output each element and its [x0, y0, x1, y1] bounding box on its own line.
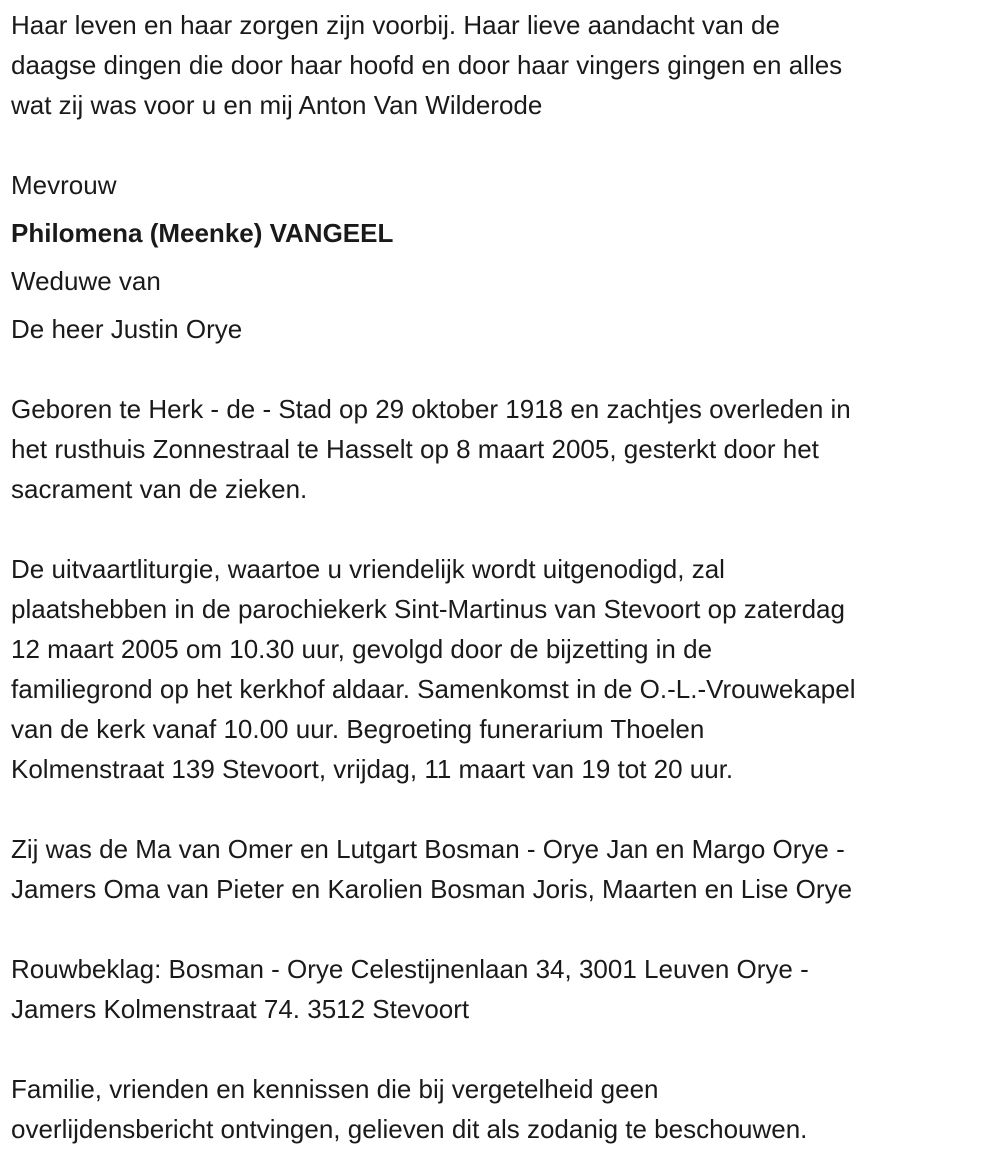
text-line: overlijdensbericht ontvingen, gelieven dit als zodanig te beschouwen.: [11, 1114, 808, 1144]
text-line: Kolmenstraat 139 Stevoort, vrijdag, 11 maart van 19 tot 20 uur.: [11, 754, 734, 784]
text-line: van de kerk vanaf 10.00 uur. Begroeting funerarium Thoelen: [11, 714, 705, 744]
text-line: Familie, vrienden en kennissen die bij vergetelheid geen: [11, 1074, 659, 1104]
text-line: 12 maart 2005 om 10.30 uur, gevolgd door de bijzetting in de: [11, 634, 713, 664]
quote-paragraph: [11, 5, 1000, 125]
deceased-name: Philomena (Meenke) VANGEEL: [11, 218, 394, 248]
text-line: Jamers Oma van Pieter en Karolien Bosman Joris, Maarten en Lise Orye: [11, 874, 853, 904]
text-line: De uitvaartliturgie, waartoe u vriendelijk wordt uitgenodigd, zal: [11, 554, 725, 584]
text-line: Rouwbeklag: Bosman - Orye Celestijnenlaan 34, 3001 Leuven Orye -: [11, 954, 809, 984]
deceased-title: Mevrouw: [11, 170, 117, 200]
text-line: sacrament van de zieken.: [11, 474, 308, 504]
deceased-relation: Weduwe van: [11, 266, 161, 296]
family-paragraph: [11, 829, 1000, 909]
text-line: het rusthuis Zonnestraal te Hasselt op 8 maart 2005, gesterkt door het: [11, 434, 819, 464]
text-line: Zij was de Ma van Omer en Lutgart Bosman - Orye Jan en Margo Orye -: [11, 834, 845, 864]
text-line: Jamers Kolmenstraat 74. 3512 Stevoort: [11, 994, 470, 1024]
condolences-paragraph: [11, 949, 1000, 1029]
text-line: plaatshebben in de parochiekerk Sint-Martinus van Stevoort op zaterdag: [11, 594, 845, 624]
birth-death-paragraph: [11, 389, 1000, 509]
text-line: familiegrond op het kerkhof aldaar. Samenkomst in de O.-L.-Vrouwekapel: [11, 674, 856, 704]
text-line: wat zij was voor u en mij Anton Van Wilderode: [11, 90, 543, 120]
text-line: Haar leven en haar zorgen zijn voorbij. Haar lieve aandacht van de: [11, 10, 780, 40]
funeral-paragraph: [11, 549, 1000, 789]
text-line: daagse dingen die door haar hoofd en door haar vingers gingen en alles: [11, 50, 843, 80]
text-line: Geboren te Herk - de - Stad op 29 oktober 1918 en zachtjes overleden in: [11, 394, 851, 424]
deceased-block: [11, 161, 1000, 353]
deceased-spouse: De heer Justin Orye: [11, 314, 243, 344]
closing-paragraph: [11, 1069, 1000, 1149]
